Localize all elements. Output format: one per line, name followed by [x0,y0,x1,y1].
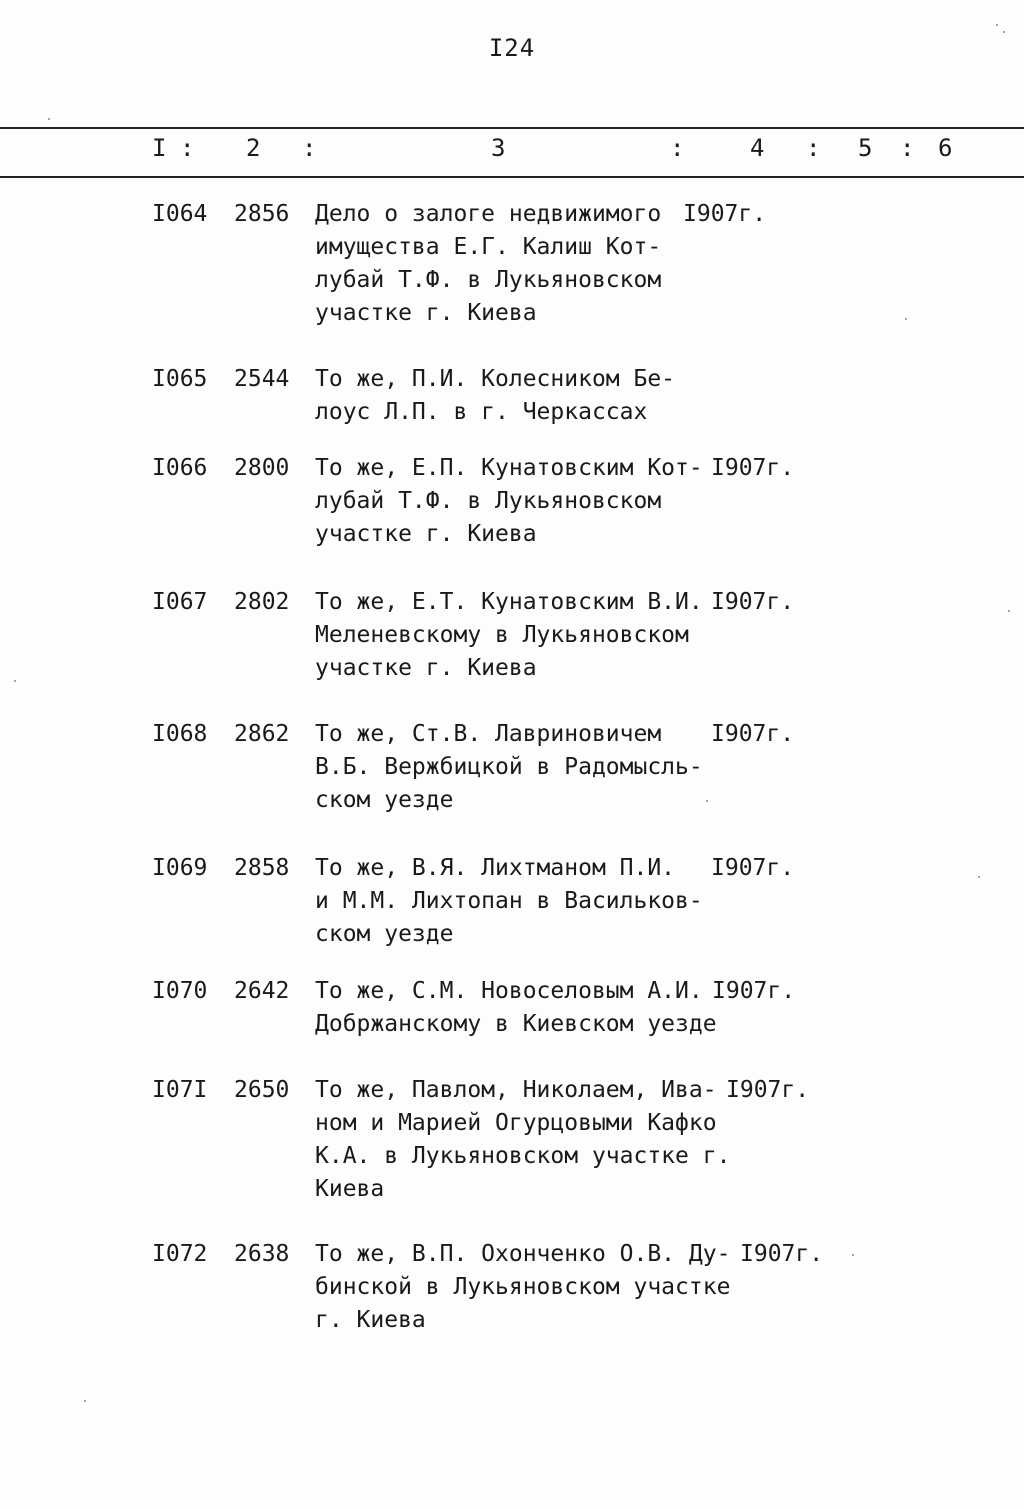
description-line: То же, Е.Т. Кунатовским В.И. [315,589,703,615]
item-date: I907г. [711,589,795,615]
column-header-3: 3 [491,134,506,162]
scan-speck [84,1400,86,1402]
item-description [315,852,705,951]
description-line: К.А. в Лукьяновском участке г. [315,1143,731,1169]
column-header-6: 6 [938,134,953,162]
item-description [315,586,705,685]
item-date: I907г. [711,855,795,881]
description-line: То же, Павлом, Николаем, Ива- [315,1077,717,1103]
file-code: 2642 [234,978,290,1004]
item-date: I907г. [711,721,795,747]
description-line: Меленевскому в Лукьяновском [315,622,689,648]
file-code: 2800 [234,455,290,481]
description-line: г. Киева [315,1307,426,1333]
description-line: участке г. Киева [315,521,537,547]
scan-speck [706,800,708,802]
scan-speck [996,24,998,26]
description-line: бинской в Лукьяновском участке [315,1274,731,1300]
column-header-2: 2 [246,134,261,162]
description-line: Добржанскому в Киевском уезде [315,1011,717,1037]
description-line: лубай Т.Ф. в Лукьяновском [315,488,662,514]
column-header-1: I [152,134,167,162]
file-code: 2638 [234,1241,290,1267]
header-bottom-rule [0,176,1024,178]
column-separator: : [900,134,915,162]
column-separator: : [302,134,317,162]
item-description [315,363,705,429]
description-line: лубай Т.Ф. в Лукьяновском [315,267,662,293]
file-code: 2858 [234,855,290,881]
item-description [315,1238,731,1337]
column-header-5: 5 [858,134,873,162]
description-line: и М.М. Лихтопан в Васильков- [315,888,703,914]
column-separator: : [806,134,821,162]
item-description [315,718,705,817]
scan-speck [978,876,980,878]
item-number: I07I [152,1077,208,1103]
item-description [315,452,705,551]
file-code: 2856 [234,201,290,227]
description-line: Киева [315,1176,385,1202]
item-number: I068 [152,721,208,747]
item-number: I064 [152,201,208,227]
scan-speck [14,680,16,682]
description-line: лоус Л.П. в г. Черкассах [315,399,648,425]
scan-speck [852,1254,854,1256]
description-line: То же, Ст.В. Лавриновичем [315,721,662,747]
description-line: То же, С.М. Новоселовым А.И. [315,978,703,1004]
scan-speck [905,318,907,320]
description-line: участке г. Киева [315,655,537,681]
description-line: В.Б. Вержбицкой в Радомысль- [315,754,703,780]
description-line: То же, Е.П. Кунатовским Кот- [315,455,703,481]
description-line: ском уезде [315,787,454,813]
item-date: I907г. [726,1077,810,1103]
item-date: I907г. [740,1241,824,1267]
item-description [315,1074,731,1206]
scan-speck [1008,610,1010,612]
item-date: I907г. [683,201,767,227]
description-line: имущества Е.Г. Калиш Кот- [315,234,662,260]
file-code: 2544 [234,366,290,392]
header-top-rule [0,127,1024,129]
file-code: 2650 [234,1077,290,1103]
item-number: I072 [152,1241,208,1267]
description-line: Дело о залоге недвижимого [315,201,662,227]
column-separator: : [670,134,685,162]
item-description [315,975,717,1041]
page-number: I24 [488,34,536,62]
column-header-4: 4 [750,134,765,162]
item-date: I907г. [712,978,796,1004]
scan-speck [48,118,50,120]
description-line: То же, П.И. Колесником Бе- [315,366,676,392]
file-code: 2802 [234,589,290,615]
scan-speck [1003,31,1005,33]
description-line: То же, В.П. Охонченко О.В. Ду- [315,1241,731,1267]
description-line: ском уезде [315,921,454,947]
item-number: I070 [152,978,208,1004]
item-description [315,198,705,330]
column-separator: : [180,134,195,162]
item-date: I907г. [711,455,795,481]
file-code: 2862 [234,721,290,747]
item-number: I067 [152,589,208,615]
description-line: То же, В.Я. Лихтманом П.И. [315,855,676,881]
item-number: I069 [152,855,208,881]
description-line: ном и Марией Огурцовыми Кафко [315,1110,717,1136]
description-line: участке г. Киева [315,300,537,326]
item-number: I065 [152,366,208,392]
item-number: I066 [152,455,208,481]
